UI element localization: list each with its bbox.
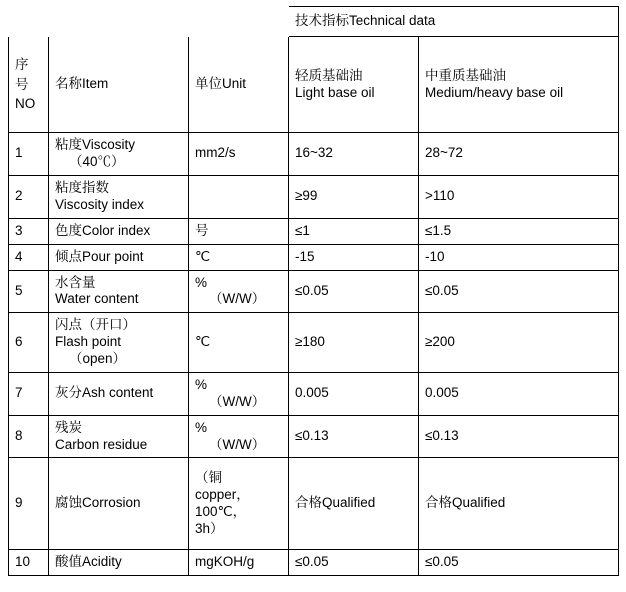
- row-item: 灰分Ash content: [49, 372, 189, 415]
- table-row: [9, 550, 619, 576]
- row-unit-line1: %: [195, 419, 208, 435]
- row-heavy-value: ≤1.5: [419, 218, 619, 244]
- row-unit-line1: %: [195, 274, 208, 290]
- row-heavy-value: -10: [419, 244, 619, 270]
- row-light-value: ≥180: [289, 313, 419, 373]
- header-spacer-item: [49, 7, 189, 37]
- row-heavy-value: ≥200: [419, 313, 619, 373]
- row-item: 酸值Acidity: [49, 550, 189, 576]
- table-row: [9, 133, 619, 176]
- table-row: [9, 244, 619, 270]
- header-spacer-no: [9, 7, 49, 37]
- header-heavy-base-oil: [419, 37, 619, 133]
- row-unit: [189, 458, 289, 550]
- row-light-value: ≤0.05: [289, 270, 419, 313]
- header-no: [9, 37, 49, 133]
- row-no: 5: [9, 270, 49, 313]
- header-light-line1: 轻质基础油: [295, 67, 363, 83]
- row-no: 6: [9, 313, 49, 373]
- row-unit-line3: 100℃，: [195, 503, 247, 519]
- row-light-value: ≤0.05: [289, 550, 419, 576]
- header-heavy-line2: Medium/heavy base oil: [425, 84, 564, 100]
- row-unit-line2: （W/W）: [209, 291, 266, 307]
- row-no: 10: [9, 550, 49, 576]
- row-item-line2: Viscosity index: [55, 196, 145, 212]
- row-heavy-value: 合格Qualified: [419, 458, 619, 550]
- header-light-base-oil: [289, 37, 419, 133]
- row-item: [49, 313, 189, 373]
- row-item-line1: 闪点（开口）: [55, 317, 136, 333]
- row-unit-line2: copper，: [195, 487, 250, 502]
- row-item-line1: 水含量: [55, 274, 96, 290]
- header-light-line2: Light base oil: [295, 84, 375, 100]
- header-unit: 单位Unit: [189, 37, 289, 133]
- row-unit: mgKOH/g: [189, 550, 289, 576]
- table-row: [9, 270, 619, 313]
- row-no: 3: [9, 218, 49, 244]
- header-no-line1: 序: [15, 57, 29, 73]
- row-item: [49, 175, 189, 218]
- row-no: 8: [9, 415, 49, 458]
- row-item: 腐蚀Corrosion: [49, 458, 189, 550]
- header-heavy-line1: 中重质基础油: [425, 67, 506, 83]
- row-unit-line2: （W/W）: [209, 436, 266, 452]
- row-light-value: 16~32: [289, 133, 419, 176]
- row-item-line1: 粘度指数: [55, 179, 109, 195]
- row-unit-line2: （W/W）: [209, 393, 266, 409]
- row-unit-line4: 3h）: [195, 520, 224, 536]
- row-no: 4: [9, 244, 49, 270]
- row-light-value: 合格Qualified: [289, 458, 419, 550]
- row-light-value: ≤1: [289, 218, 419, 244]
- row-heavy-value: ≤0.05: [419, 550, 619, 576]
- row-unit: mm2/s: [189, 133, 289, 176]
- row-item-line2: Water content: [55, 291, 139, 307]
- row-heavy-value: >110: [419, 175, 619, 218]
- row-unit: 号: [189, 218, 289, 244]
- row-heavy-value: ≤0.05: [419, 270, 619, 313]
- row-light-value: ≥99: [289, 175, 419, 218]
- row-item-line3: （open）: [69, 351, 127, 366]
- row-unit-line1: （铜: [195, 470, 222, 486]
- table-row: [9, 415, 619, 458]
- header-spacer-unit: [189, 7, 289, 37]
- row-heavy-value: ≤0.13: [419, 415, 619, 458]
- table-row: [9, 372, 619, 415]
- header-technical-data: 技术指标Technical data: [289, 7, 619, 37]
- row-light-value: 0.005: [289, 372, 419, 415]
- row-unit: [189, 415, 289, 458]
- table-row: [9, 313, 619, 373]
- row-unit: ℃: [189, 313, 289, 373]
- table-header-row: [9, 37, 619, 133]
- row-item-line1: 残炭: [55, 419, 82, 435]
- row-light-value: -15: [289, 244, 419, 270]
- table-header-group-row: [9, 7, 619, 37]
- row-item-line2: Carbon residue: [55, 436, 148, 452]
- row-unit: [189, 270, 289, 313]
- row-unit-line1: %: [195, 376, 208, 392]
- row-item-line2: （40℃）: [69, 153, 125, 169]
- row-unit: ℃: [189, 244, 289, 270]
- header-no-line2: 号: [15, 76, 29, 92]
- row-item-line2: Flash point: [55, 334, 122, 350]
- row-heavy-value: 0.005: [419, 372, 619, 415]
- header-no-line3: NO: [15, 96, 36, 112]
- table-row: [9, 175, 619, 218]
- row-item-line1: 粘度Viscosity: [55, 137, 136, 152]
- row-no: 7: [9, 372, 49, 415]
- table-row: [9, 458, 619, 550]
- row-unit: [189, 175, 289, 218]
- table-row: [9, 218, 619, 244]
- row-light-value: ≤0.13: [289, 415, 419, 458]
- row-item: 色度Color index: [49, 218, 189, 244]
- row-unit: [189, 372, 289, 415]
- technical-data-table: [8, 6, 619, 576]
- row-no: 2: [9, 175, 49, 218]
- header-item: 名称Item: [49, 37, 189, 133]
- row-item: [49, 133, 189, 176]
- row-item: [49, 415, 189, 458]
- row-item: 倾点Pour point: [49, 244, 189, 270]
- row-item: [49, 270, 189, 313]
- row-no: 1: [9, 133, 49, 176]
- row-heavy-value: 28~72: [419, 133, 619, 176]
- row-no: 9: [9, 458, 49, 550]
